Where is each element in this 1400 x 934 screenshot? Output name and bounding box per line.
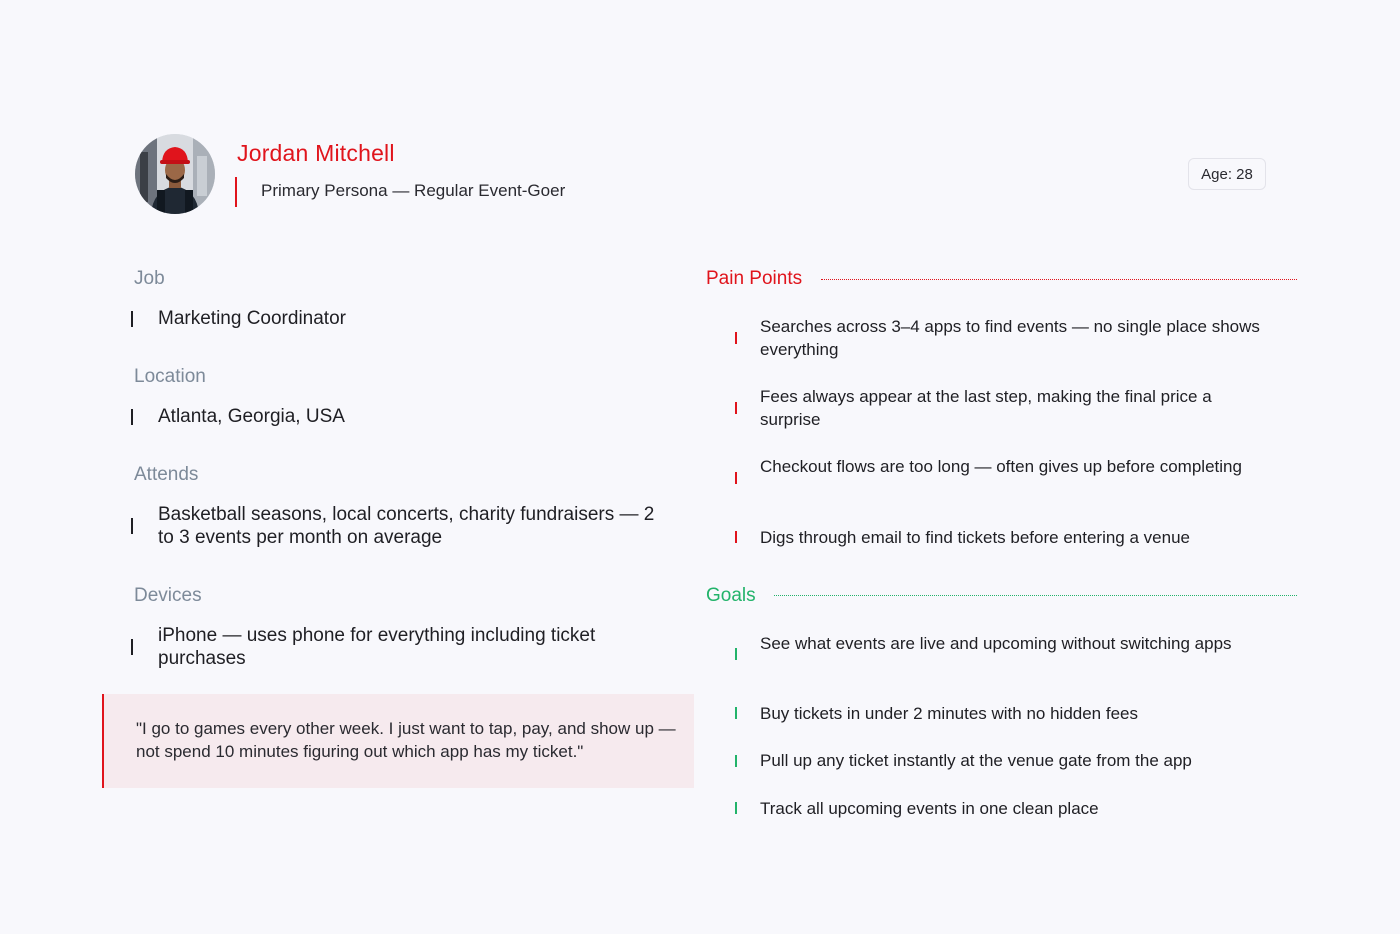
- goal-bar: [735, 648, 737, 660]
- goal-bar: [735, 802, 737, 814]
- location-label: Location: [134, 366, 206, 387]
- goal-item: Pull up any ticket instantly at the venue gate from the app: [760, 751, 1192, 770]
- persona-quote: [102, 694, 694, 788]
- pain-points-title: Pain Points: [706, 268, 803, 289]
- pain-point-item: Fees always appear at the last step, making the final price a surprise: [760, 387, 1212, 429]
- goals-title: Goals: [706, 585, 756, 606]
- devices-bar: [131, 639, 133, 655]
- pain-point-bar: [735, 332, 737, 344]
- persona-avatar: [135, 134, 215, 214]
- goals-divider: [774, 595, 1297, 596]
- pain-point-bar: [735, 531, 737, 543]
- location-bar: [131, 409, 133, 425]
- pain-point-bar: [735, 402, 737, 414]
- age-badge: Age: 28: [1188, 158, 1266, 190]
- subtitle-accent-bar: [235, 177, 237, 207]
- quote-text: "I go to games every other week. I just want to tap, pay, and show up — not spend 10 minutes figuring out which app has my ticket.": [136, 719, 676, 761]
- location-value: Atlanta, Georgia, USA: [158, 406, 345, 427]
- goal-item: Track all upcoming events in one clean place: [760, 799, 1099, 818]
- goal-bar: [735, 707, 737, 719]
- pain-point-item: Digs through email to find tickets before entering a venue: [760, 528, 1190, 547]
- job-bar: [131, 311, 133, 327]
- goal-item: Buy tickets in under 2 minutes with no hidden fees: [760, 704, 1138, 723]
- devices-label: Devices: [134, 585, 202, 606]
- job-value: Marketing Coordinator: [158, 308, 346, 329]
- pain-point-item: Checkout flows are too long — often gives up before completing: [760, 457, 1242, 476]
- attends-bar: [131, 518, 133, 534]
- attends-value: Basketball seasons, local concerts, charity fundraisers — 2 to 3 events per month on average: [158, 504, 655, 548]
- devices-value: iPhone — uses phone for everything including ticket purchases: [158, 625, 596, 669]
- avatar-photo: [135, 134, 215, 214]
- pain-points-divider: [821, 279, 1297, 280]
- pain-point-item: Searches across 3–4 apps to find events — no single place shows everything: [760, 317, 1260, 359]
- pain-point-bar: [735, 472, 737, 484]
- attends-label: Attends: [134, 464, 199, 485]
- job-label: Job: [134, 268, 165, 289]
- persona-name: Jordan Mitchell: [237, 140, 395, 166]
- goal-item: See what events are live and upcoming without switching apps: [760, 634, 1232, 653]
- goal-bar: [735, 755, 737, 767]
- persona-subtitle: Primary Persona — Regular Event-Goer: [261, 181, 566, 200]
